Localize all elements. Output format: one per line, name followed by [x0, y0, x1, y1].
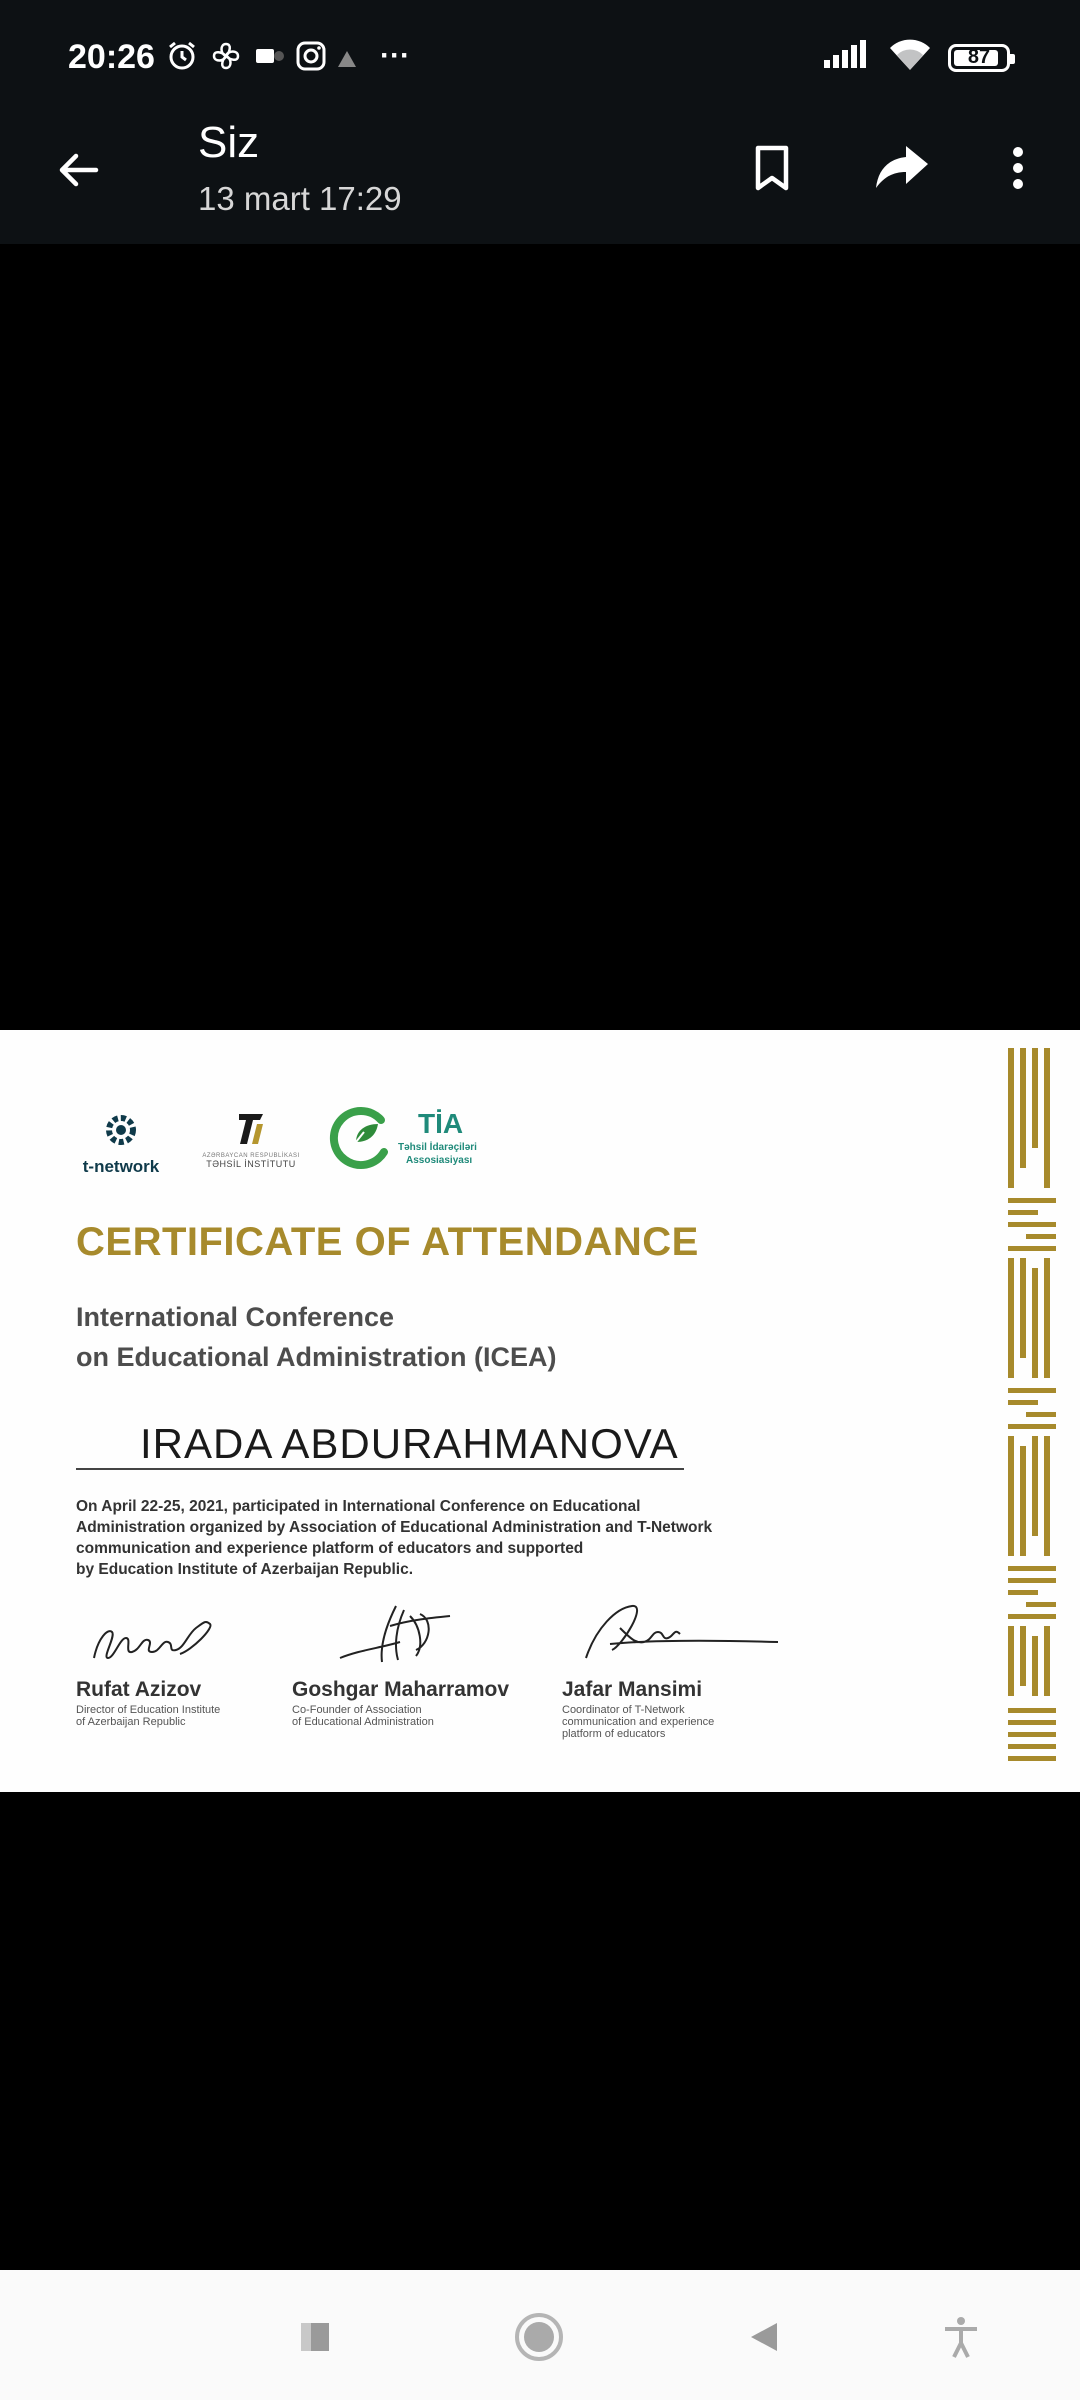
signal-icon [822, 40, 872, 75]
signature-2 [330, 1596, 480, 1676]
recents-button[interactable] [290, 2312, 340, 2362]
image-viewer[interactable] [0, 244, 1080, 2270]
recents-icon [297, 2319, 333, 2355]
pinwheel-icon [208, 38, 244, 74]
instagram-icon [294, 39, 328, 73]
education-institute-logo [196, 1108, 306, 1169]
tnetwork-logo [76, 1110, 166, 1177]
battery-icon [948, 44, 1010, 72]
tia-sub1: Təhsil İdarəçiləri [398, 1142, 477, 1153]
accessibility-button[interactable] [936, 2312, 986, 2362]
tia-name: TİA [418, 1108, 464, 1139]
description-line: by Education Institute of Azerbaijan Republic. [76, 1561, 414, 1578]
ti-mark-icon [231, 1108, 271, 1148]
notification-icon [252, 38, 286, 74]
home-icon [514, 2312, 564, 2362]
signature-1 [88, 1608, 258, 1678]
accessibility-icon [941, 2315, 981, 2359]
signatory-1-role: Director of Education Institute [76, 1704, 221, 1716]
back-icon [54, 146, 102, 194]
bookmark-button[interactable] [740, 136, 804, 200]
battery-level: 87 [967, 46, 991, 68]
description-line: communication and experience platform of educators and supported [76, 1540, 584, 1557]
tia-logo [326, 1102, 496, 1182]
chat-title: Siz [198, 118, 260, 167]
certificate-image[interactable] [0, 1030, 1080, 1792]
more-notifications-dots: ··· [380, 39, 410, 72]
signatory-3-role: Coordinator of T-Network [562, 1704, 685, 1716]
ti-line1: AZƏRBAYCAN RESPUBLİKASI [202, 1153, 300, 1159]
ti-line2: TƏHSİL İNSTİTUTU [206, 1159, 296, 1169]
status-time: 20:26 [68, 38, 155, 76]
status-system-icons [822, 38, 1010, 77]
wifi-icon [888, 38, 932, 77]
share-icon [874, 144, 930, 192]
status-bar [0, 0, 1080, 118]
signatory-3-name: Jafar Mansimi [562, 1678, 703, 1701]
conference-line-2: on Educational Administration (ICEA) [76, 1342, 557, 1372]
signatory-2-role: of Educational Administration [292, 1716, 434, 1728]
certificate-description [76, 1496, 796, 1580]
more-notifications-icon [336, 41, 358, 71]
navigation-bar [0, 2270, 1080, 2400]
status-notification-icons [164, 38, 410, 74]
signature-3 [580, 1598, 780, 1668]
more-options-button[interactable] [986, 136, 1050, 200]
gold-pattern-border [1008, 1048, 1056, 1770]
signatory-1-role: of Azerbaijan Republic [76, 1716, 186, 1728]
name-underline [76, 1468, 684, 1470]
signatory-1-name: Rufat Azizov [76, 1678, 202, 1701]
alarm-icon [164, 38, 200, 74]
description-line: On April 22-25, 2021, participated in International Conference on Educational [76, 1498, 641, 1515]
description-line: Administration organized by Association of Educational Administration and T-Network [76, 1519, 713, 1536]
signatory-3-role: communication and experience [562, 1716, 715, 1728]
back-nav-button[interactable] [740, 2312, 790, 2362]
app-bar [0, 118, 1080, 244]
share-button[interactable] [870, 136, 934, 200]
signatory-2-role: Co-Founder of Association [292, 1704, 422, 1716]
signatory-3-role: platform of educators [562, 1728, 666, 1740]
back-nav-icon [745, 2317, 785, 2357]
gear-icon [101, 1110, 141, 1150]
tnetwork-label: t-network [82, 1157, 160, 1176]
leaf-circle-icon [326, 1102, 396, 1172]
tia-sub2: Assosiasiyası [406, 1155, 473, 1166]
certificate-heading: CERTIFICATE OF ATTENDANCE [76, 1220, 699, 1264]
conference-line-1: International Conference [76, 1302, 395, 1332]
recipient-name: IRADA ABDURAHMANOVA [140, 1420, 679, 1467]
home-button[interactable] [514, 2312, 564, 2362]
signatory-2-name: Goshgar Maharramov [292, 1678, 510, 1701]
more-vert-icon [1010, 144, 1026, 192]
message-timestamp: 13 mart 17:29 [198, 180, 402, 217]
back-button[interactable] [46, 138, 110, 202]
bookmark-icon [750, 144, 794, 192]
